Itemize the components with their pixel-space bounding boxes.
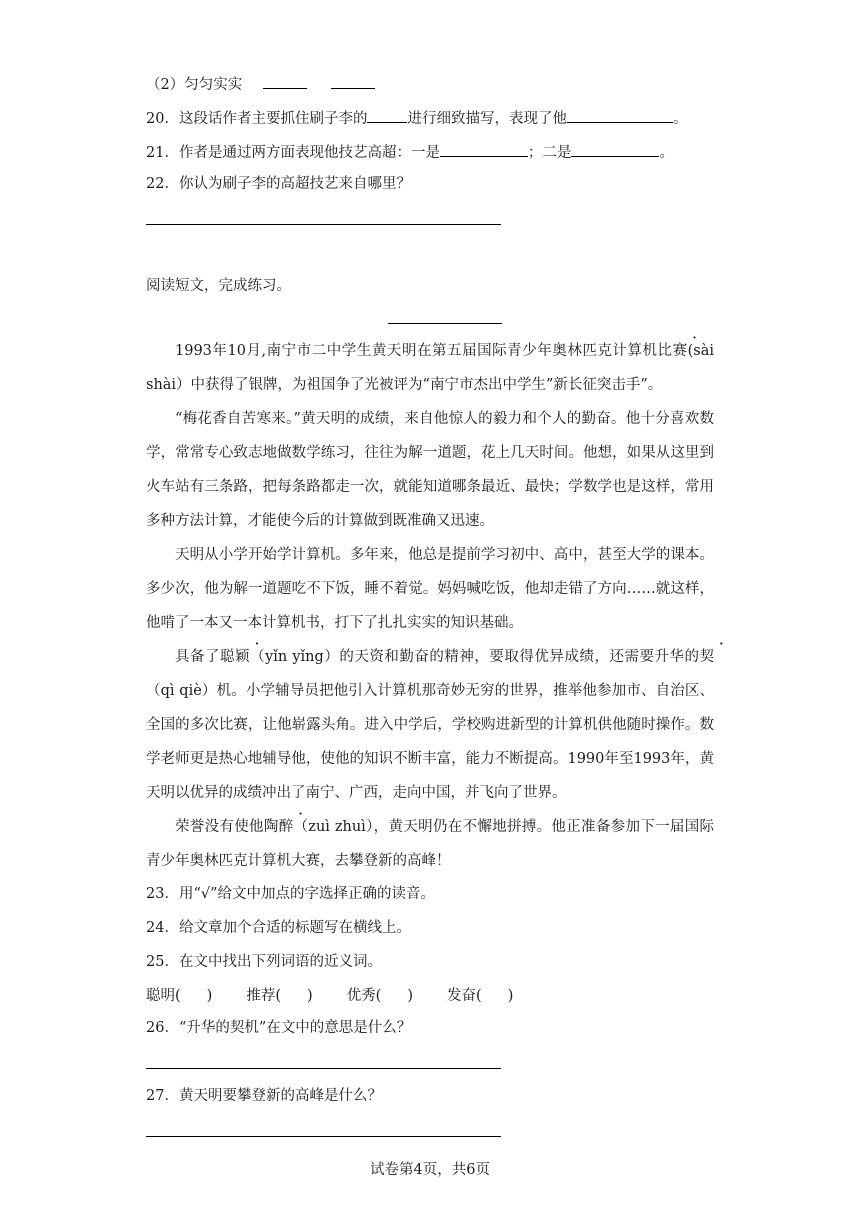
question-24: 24．给文章加个合适的标题写在横线上。 (146, 920, 411, 936)
question-20-text-1: 20．这段话作者主要抓住刷子李的 (146, 111, 368, 127)
question-21 (146, 142, 674, 163)
instruction: 阅读短文，完成练习。 (146, 278, 291, 294)
title-blank-line[interactable] (388, 323, 502, 324)
p4-text-b: （yǐn yǐng）的天资和勤奋的精神，要取得优异成绩，还需要升华的 (250, 649, 700, 665)
dotted-char: 醉 (278, 819, 294, 835)
passage-paragraph-3: 天明从小学开始学计算机。多年来，他总是提前学习初中、高中，甚至大学的课本。多少次，他为解一道题吃不下饭，睡不着觉。妈妈喊吃饭，他却走错了方向……就这样，他啃了一本又一本计算机书，打下了扎扎实实的知识基础。 (146, 547, 714, 631)
passage-paragraph-5 (146, 810, 714, 878)
item-close: ) (307, 988, 313, 1004)
answer-blank[interactable] (331, 74, 375, 89)
p5-text-b: （zuì zhuì），黄天明仍在不懈地拼搏。他正准备参加下一届国际青少年奥林匹克计算机大赛，去攀登新的高峰！ (146, 819, 715, 869)
item-close: ) (507, 988, 514, 1004)
question-20 (146, 108, 687, 129)
answer-blank[interactable] (367, 108, 407, 123)
p1-text-rest: (sài shài）中获得了银牌，为祖国争了光被评为“南宁市杰出中学生”新长征突击手”。 (146, 343, 715, 393)
question-25: 25．在文中找出下列词语的近义词。 (146, 954, 382, 970)
item-label: 聪明( (146, 988, 181, 1004)
question-27: 27．黄天明要攀登新的高峰是什么？ (146, 1088, 382, 1104)
question-21-text-1: 21．作者是通过两方面表现他技艺高超：一是 (146, 145, 440, 161)
answer-line[interactable] (146, 1068, 501, 1069)
answer-blank[interactable] (440, 142, 528, 157)
question-20-text-2: 进行细致描写，表现了他 (407, 111, 567, 127)
dotted-char: 契 (699, 649, 715, 665)
passage-paragraph-1 (146, 334, 714, 402)
question-23: 23．用“√”给文中加点的字选择正确的读音。 (146, 886, 436, 902)
item-close: ) (206, 988, 213, 1004)
question-25-items (146, 986, 513, 1006)
p5-text-a: 荣誉没有使他陶 (175, 819, 279, 835)
item-label: 优秀( (346, 988, 382, 1004)
item-label: 推荐( (246, 988, 282, 1004)
dotted-char: 颖 (235, 649, 251, 665)
answer-blank[interactable] (263, 74, 307, 89)
question-26: 26．“升华的契机”在文中的意思是什么？ (146, 1020, 412, 1036)
page-footer: 试卷第4页，共6页 (370, 1162, 490, 1178)
question-21-text-2: ；二是 (527, 145, 572, 161)
question-22: 22．你认为刷子李的高超技艺来自哪里？ (146, 176, 411, 192)
question-21-text-3: 。 (659, 145, 674, 161)
item-close: ) (407, 988, 414, 1004)
p1-text: 1993年10月,南宁市二中学生黄天明在第五届国际青少年奥林匹克计算机比 (175, 343, 673, 359)
answer-line[interactable] (146, 1136, 501, 1137)
passage-paragraph-4 (146, 640, 714, 810)
item-label: 发奋( (447, 988, 482, 1004)
question-19-2 (146, 74, 375, 95)
answer-line[interactable] (146, 224, 501, 225)
passage-paragraph-2: “梅花香自苦寒来。”黄天明的成绩，来自他惊人的毅力和个人的勤奋。他十分喜欢数学，常常专心致志地做数学练习，往往为解一道题，花上几天时间。他想，如果从这里到火车站有三条路，把每条路都走一次，就能知道哪条最近、最快；学数学也是这样，常用多种方法计算，才能使今后的计算做到既准确又迅速。 (146, 411, 714, 529)
answer-blank[interactable] (567, 108, 673, 123)
answer-blank[interactable] (571, 142, 659, 157)
question-20-text-3: 。 (672, 111, 688, 127)
p4-text-c: （qì qiè）机。小学辅导员把他引入计算机那奇妙无穷的世界，推举他参加市、自治区、全国的多次比赛，让他崭露头角。进入中学后，学校购进新型的计算机供他随时操作。数学老师更是热心地辅导他，使他的知识不断丰富，能力不断提高。1990年至1993年，黄天明以优异的成绩冲出了南宁、广西，走向中国，并飞向了世界。 (146, 683, 714, 801)
p4-text-a: 具备了聪 (175, 649, 236, 665)
dotted-char: 赛 (672, 343, 688, 359)
question-19-2-label: （2）匀匀实实 (146, 77, 243, 93)
